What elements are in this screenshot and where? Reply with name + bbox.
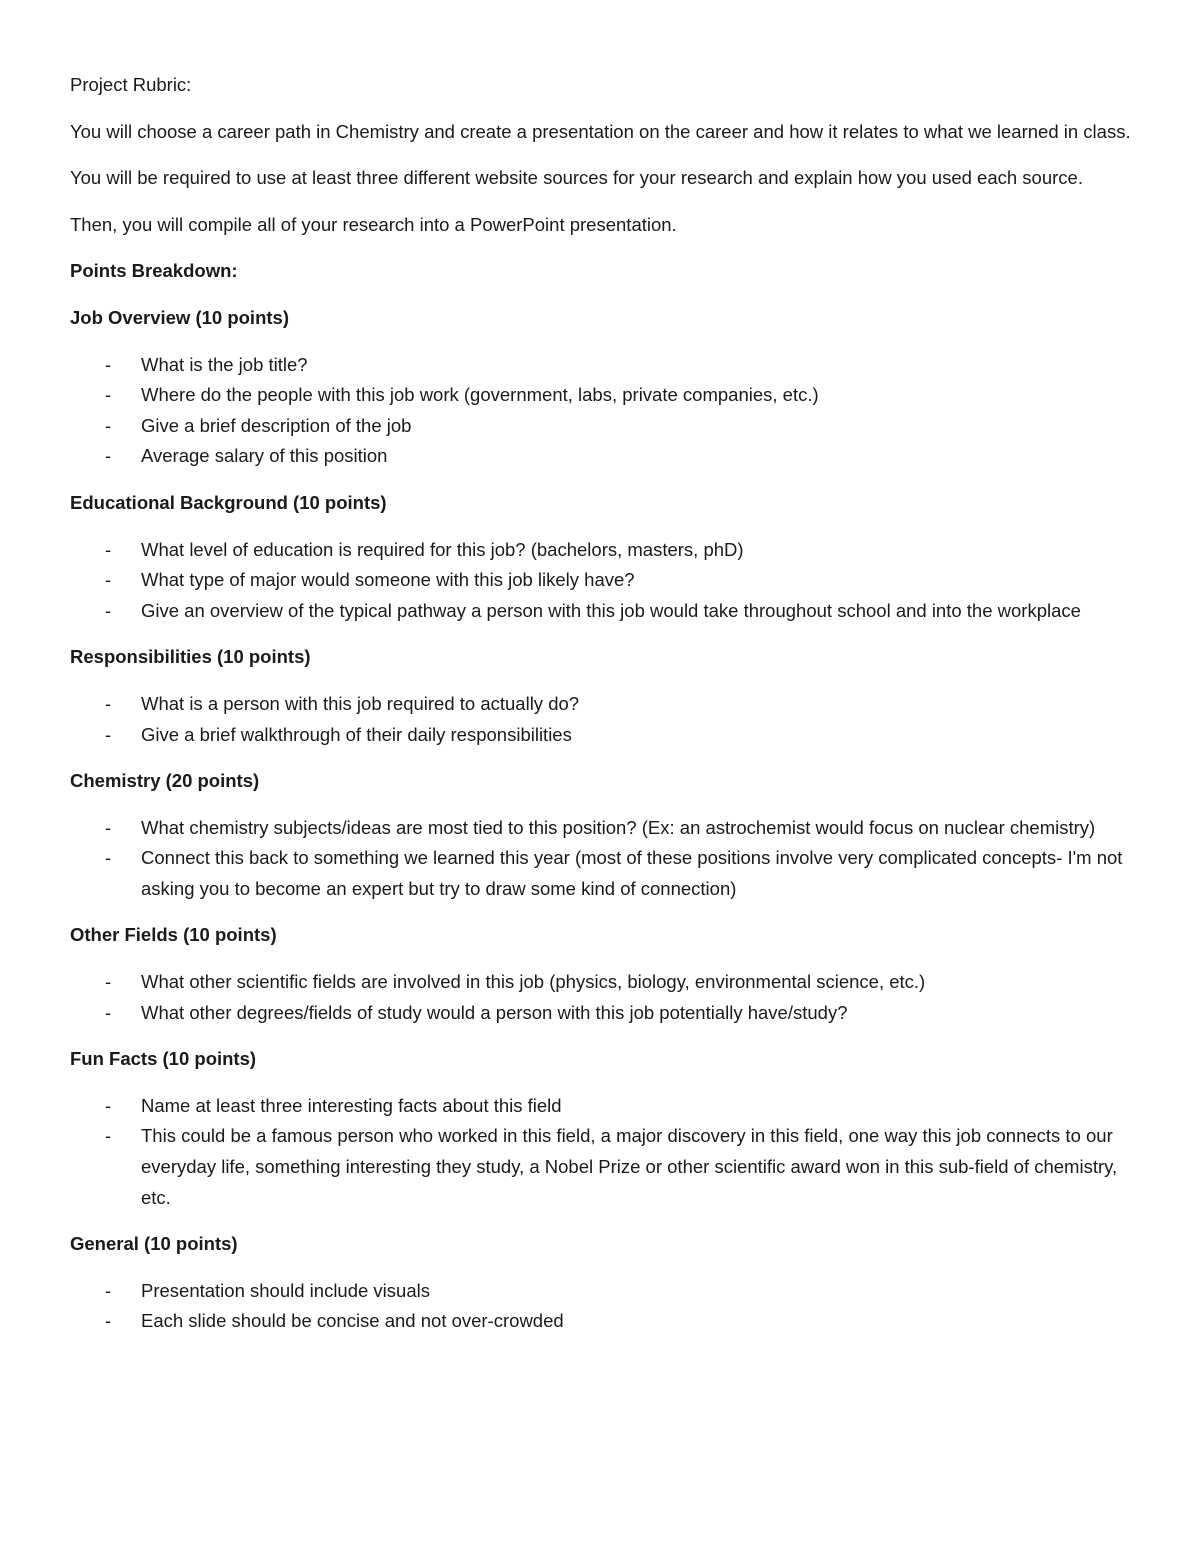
section-chemistry — [70, 766, 1132, 904]
bullet-list — [70, 535, 1132, 627]
document-page — [70, 70, 1132, 1353]
bullet-list — [70, 1276, 1132, 1337]
bullet-list — [70, 689, 1132, 750]
list-item: - What type of major would someone with this job likely have? — [70, 565, 1132, 596]
section-heading: Chemistry (20 points) — [70, 770, 260, 792]
dash-bullet-icon: - — [105, 1094, 112, 1116]
dash-bullet-icon: - — [105, 384, 112, 406]
intro-paragraph: You will be required to use at least three different website sources for your research and explain how you used each source. — [70, 167, 1083, 189]
list-item: - What other scientific fields are involved in this job (physics, biology, environmental science, etc.) — [70, 967, 1132, 998]
list-item: - What level of education is required for this job? (bachelors, masters, phD) — [70, 535, 1132, 566]
dash-bullet-icon: - — [105, 599, 112, 621]
bullet-list — [70, 813, 1132, 905]
dash-bullet-icon: - — [105, 1310, 112, 1332]
dash-bullet-icon: - — [105, 847, 112, 869]
section-responsibilities — [70, 642, 1132, 750]
list-item: - Give an overview of the typical pathway a person with this job would take throughout school and into the workplace — [70, 596, 1132, 627]
intro-paragraph: You will choose a career path in Chemistry and create a presentation on the career and how it relates to what we learned in class. — [70, 120, 1131, 142]
list-item: - Average salary of this position — [70, 441, 1132, 472]
section-heading: Job Overview (10 points) — [70, 306, 289, 328]
list-item: - This could be a famous person who worked in this field, a major discovery in this field, one way this job connects to our everyday life, something interesting they study, a Nobel Prize or other scientific award won in this sub-field of chemistry, etc. — [70, 1121, 1132, 1213]
list-item: - Where do the people with this job work (government, labs, private companies, etc.) — [70, 380, 1132, 411]
dash-bullet-icon: - — [105, 971, 112, 993]
document-title: Project Rubric: — [70, 74, 192, 95]
section-general — [70, 1229, 1132, 1337]
intro-paragraph: Then, you will compile all of your research into a PowerPoint presentation. — [70, 213, 677, 235]
dash-bullet-icon: - — [105, 692, 112, 714]
list-item: - Give a brief walkthrough of their daily responsibilities — [70, 720, 1132, 751]
dash-bullet-icon: - — [105, 538, 112, 560]
dash-bullet-icon: - — [105, 445, 112, 467]
dash-bullet-icon: - — [105, 1125, 112, 1147]
section-educational-background — [70, 488, 1132, 626]
dash-bullet-icon: - — [105, 414, 112, 436]
bullet-list — [70, 1091, 1132, 1213]
dash-bullet-icon: - — [105, 816, 112, 838]
list-item: - What other degrees/fields of study would a person with this job potentially have/study? — [70, 998, 1132, 1029]
points-breakdown-heading: Points Breakdown: — [70, 260, 238, 282]
list-item: - Connect this back to something we learned this year (most of these positions involve very complicated concepts- I'm not asking you to become an expert but try to draw some kind of connection) — [70, 843, 1132, 904]
section-heading: Fun Facts (10 points) — [70, 1048, 257, 1070]
section-job-overview — [70, 303, 1132, 472]
list-item: - Each slide should be concise and not over-crowded — [70, 1306, 1132, 1337]
list-item: - What chemistry subjects/ideas are most tied to this position? (Ex: an astrochemist would focus on nuclear chemistry) — [70, 813, 1132, 844]
section-fun-facts — [70, 1044, 1132, 1213]
dash-bullet-icon: - — [105, 1279, 112, 1301]
dash-bullet-icon: - — [105, 1001, 112, 1023]
list-item: - What is a person with this job required to actually do? — [70, 689, 1132, 720]
section-other-fields — [70, 920, 1132, 1028]
dash-bullet-icon: - — [105, 723, 112, 745]
dash-bullet-icon: - — [105, 569, 112, 591]
list-item: - Presentation should include visuals — [70, 1276, 1132, 1307]
dash-bullet-icon: - — [105, 353, 112, 375]
list-item: - Give a brief description of the job — [70, 411, 1132, 442]
section-heading: General (10 points) — [70, 1233, 238, 1255]
list-item: - Name at least three interesting facts about this field — [70, 1091, 1132, 1122]
section-heading: Responsibilities (10 points) — [70, 646, 311, 668]
bullet-list — [70, 350, 1132, 472]
list-item: - What is the job title? — [70, 350, 1132, 381]
bullet-list — [70, 967, 1132, 1028]
section-heading: Other Fields (10 points) — [70, 924, 277, 946]
section-heading: Educational Background (10 points) — [70, 491, 387, 513]
